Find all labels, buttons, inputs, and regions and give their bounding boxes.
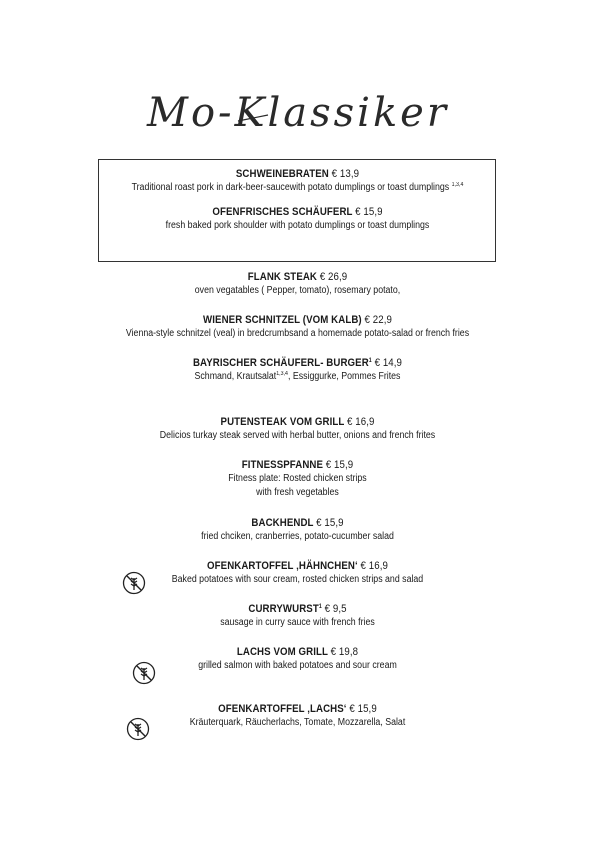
item-description: Fitness plate: Rosted chicken strips [228,473,367,484]
item-description: Vienna-style schnitzel (veal) in bredcrumbsand a homemade potato-salad or french fries [125,328,470,339]
item-price: € 15,9 [349,703,377,715]
item-price: € 14,9 [374,357,403,369]
menu-item-schweinebraten [0,167,595,195]
item-price: € 26,9 [319,271,348,283]
menu-item-putensteak [0,415,595,443]
item-price: € 22,9 [364,314,392,326]
menu-item-currywurst [0,602,595,630]
item-price: € 19,8 [330,646,359,658]
item-name: CURRYWURST$^1$ € 9,5 [248,603,347,615]
item-description: Schmand, Krautsalat$^{1,3,4}$, Essiggurke, Pommes Frites [194,371,401,382]
menu-title [0,88,595,138]
menu-item-schaeuferl-burger [0,356,595,384]
menu-item-backhendl [0,516,595,544]
item-name: LACHS VOM GRILL € 19,8 [236,646,359,658]
item-name: BACKHENDL € 15,9 [251,517,344,529]
menu-item-ofenkartoffel-lachs [0,702,595,730]
item-description: oven vegatables ( Pepper, tomato), rosemary potato, [194,285,401,296]
menu-item-flank-steak [0,270,595,298]
gluten-free-icon [122,571,146,595]
item-name: PUTENSTEAK VOM GRILL € 16,9 [220,416,375,428]
item-name: OFENFRISCHES SCHÄUFERL € 15,9 [212,206,383,218]
allergen-note: 1 [318,604,322,610]
item-name: BAYRISCHER SCHÄUFERL- BURGER$^1$ € 14,9 [192,357,403,369]
item-price: € 16,9 [347,416,375,428]
item-description: sausage in curry sauce with french fries [220,617,375,628]
gluten-free-icon [132,661,156,685]
allergen-note: 1,3,4 [276,371,288,377]
item-description: Baked potatoes with sour cream, rosted chicken strips and salad [171,574,424,585]
item-description: fresh baked pork shoulder with potato dumplings or toast dumplings [165,220,430,231]
item-description: Traditional roast pork in dark-beer-saucewith potato dumplings or toast dumplings $^{1,3,4}$ [131,182,464,193]
title-script [118,88,478,138]
item-description-line2: with fresh vegetables [256,487,339,498]
menu-item-ofenkartoffel-haehnchen [0,559,595,587]
menu-item-lachs-vom-grill [0,645,595,673]
gluten-free-icon [126,717,150,741]
item-price: € 16,9 [360,560,388,572]
allergen-note: 1,3,4 [451,182,464,188]
item-description: Kräuterquark, Räucherlachs, Tomate, Mozzarella, Salat [189,717,406,728]
menu-item-schaeuferl [0,205,595,233]
item-price: € 15,9 [355,206,383,218]
item-price: € 9,5 [324,603,347,615]
item-price: € 13,9 [331,168,360,180]
menu-item-wiener-schnitzel [0,313,595,341]
item-name: OFENKARTOFFEL ‚HÄHNCHEN‘ € 16,9 [207,560,388,572]
menu-item-fitnesspfanne [0,458,595,500]
item-name: OFENKARTOFFEL ‚LACHS‘ € 15,9 [218,703,377,715]
item-name: FLANK STEAK € 26,9 [247,271,348,283]
item-price: € 15,9 [316,517,344,529]
item-price: € 15,9 [325,459,354,471]
item-description: Delicios turkay steak served with herbal butter, onions and french frites [159,430,436,441]
allergen-note: 1 [368,358,372,364]
item-description: grilled salmon with baked potatoes and sour cream [198,660,397,671]
item-name: SCHWEINEBRATEN € 13,9 [235,168,360,180]
item-name: FITNESSPFANNE € 15,9 [241,459,354,471]
title-text: Mo-Klassiker [146,90,449,136]
item-description: fried chciken, cranberries, potato-cucumber salad [201,531,394,542]
item-name: WIENER SCHNITZEL (VOM KALB) € 22,9 [203,314,392,326]
